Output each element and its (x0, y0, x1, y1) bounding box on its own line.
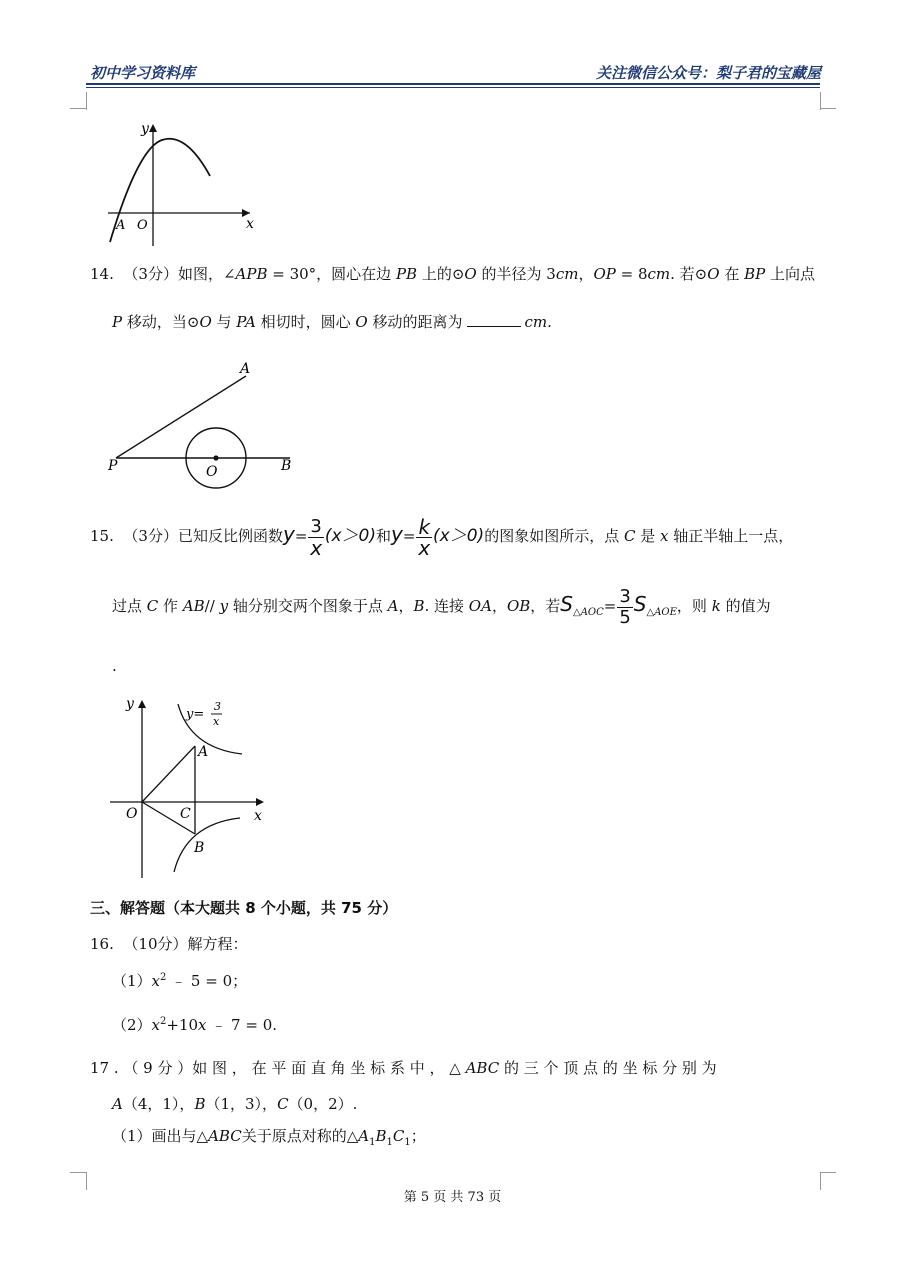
origin-label: O (137, 218, 148, 233)
q16-part2: $(2)x^2+10x$ ﹣ 7 = 0. (112, 1016, 278, 1034)
header-left: 初中学习资料库 (90, 64, 196, 82)
q15-line3: . (112, 657, 117, 675)
x-label: x (246, 216, 254, 232)
q15-line1: 15. （3分）已知反比例函数y= $\frac{3}{x}$ (x＞0)和y= $\frac{k}{x}$ (x＞0)的图象如图所示，点 C 是 x 轴正半轴上一点， (90, 514, 794, 560)
q14-line1: 14. （3分）如图，∠APB = 30°，圆心在边 PB 上的⊙O 的半径为 3cm，OP = 8cm. 若⊙O 在 BP 上向点 (90, 265, 816, 283)
crop-mark (820, 1172, 836, 1173)
header-rule (86, 83, 820, 85)
segment-oa (142, 746, 195, 802)
curve-k-over-x (174, 818, 240, 872)
label-b: B (194, 840, 205, 856)
label-o: O (206, 464, 218, 480)
label-y: y (126, 696, 134, 712)
label-a: A (240, 361, 251, 377)
crop-mark (70, 1172, 86, 1173)
label-p: P (108, 458, 118, 474)
answer-blank[interactable] (467, 312, 521, 327)
q17-line2: A（4，1），B（1，3），C（0，2）. (112, 1095, 358, 1113)
y-label: y (141, 121, 149, 137)
ray-pa (116, 376, 246, 458)
curve-label-num: 3 (214, 700, 221, 713)
inverse-function-figure (110, 692, 280, 882)
section-3-title: 三、解答题（本大题共 8 个小题，共 75 分） (90, 899, 398, 917)
y-axis-arrow (138, 700, 146, 708)
crop-mark (70, 108, 86, 109)
tangent-circle-figure (100, 358, 310, 498)
center-dot (213, 455, 218, 460)
q16-title: 16. （10分）解方程： (90, 935, 248, 953)
point-a-label: A (116, 218, 126, 233)
q17-part1: （1）画出与△ABC关于原点对称的$\triangle A_1B_1C_1$； (112, 1127, 426, 1148)
header-right: 关注微信公众号：梨子君的宝藏屋 (595, 64, 821, 82)
header-rule-thin (86, 87, 820, 88)
label-b: B (281, 458, 292, 474)
page-footer: 第 5 页 共 73 页 (403, 1190, 502, 1205)
parabola-figure (100, 118, 270, 248)
crop-mark (86, 92, 87, 110)
q15-line2: 过点 C 作 AB// y 轴分别交两个图象于点 A，B. 连接 OA，OB，若$S_{\triangle AOC}=$ $\frac{3}{5}$ $S_{\triangle AOE}$，则 k 的值为 (112, 585, 771, 628)
y-axis-arrow (149, 124, 157, 132)
x-axis-arrow (256, 798, 264, 806)
label-a: A (198, 744, 209, 760)
q17-line1: 17 . （ 9 分 ）如 图 ， 在 平 面 直 角 坐 标 系 中 ， △ ABC 的 三 个 顶 点 的 坐 标 分 别 为 (90, 1059, 717, 1077)
q14-line2: P 移动，当⊙O 与 PA 相切时，圆心 O 移动的距离为 cm. (112, 313, 552, 331)
crop-mark (820, 108, 836, 109)
label-o: O (126, 806, 138, 822)
q16-part1: $(1)x^2$ ﹣ 5 = 0； (112, 972, 248, 990)
curve-label-den: x (213, 715, 220, 728)
label-c: C (180, 806, 191, 822)
curve-label: y= (186, 707, 205, 722)
label-x: x (254, 808, 262, 824)
